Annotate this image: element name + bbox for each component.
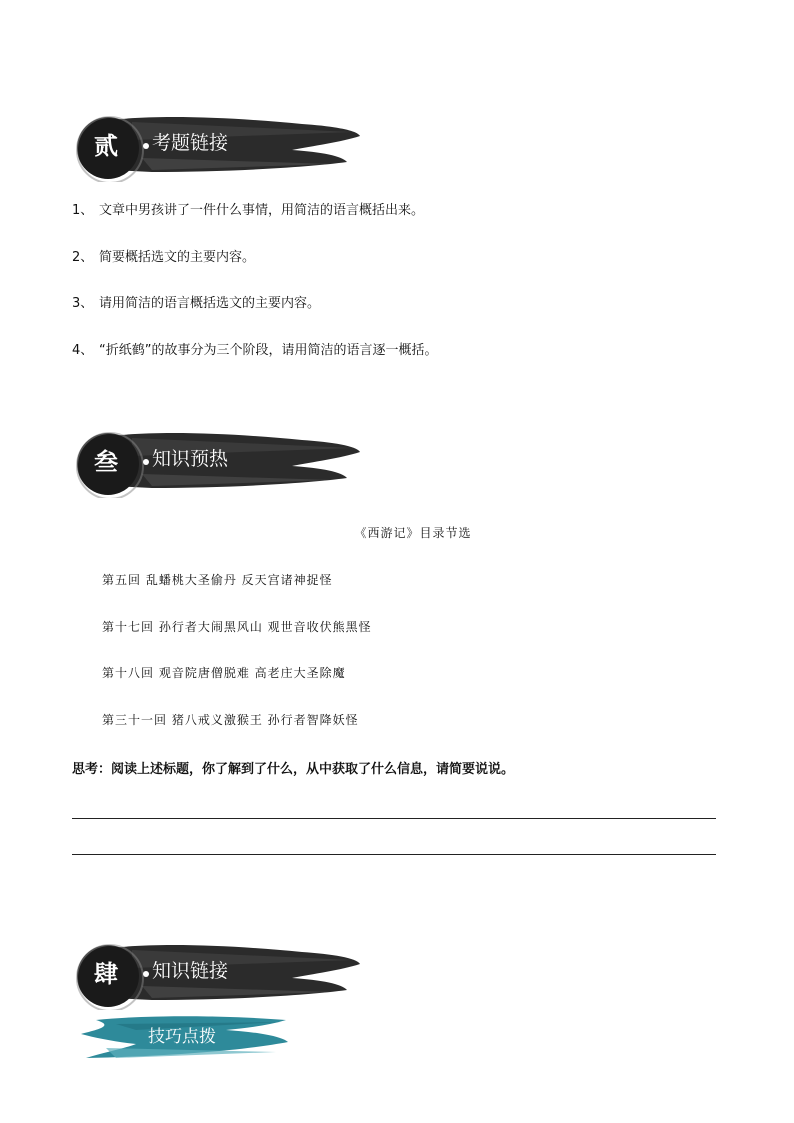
question-text: 文章中男孩讲了一件什么事情，用简洁的语言概括出来。 xyxy=(99,203,425,218)
answer-line[interactable] xyxy=(72,854,716,855)
section-banner-3 xyxy=(72,428,362,498)
section-number: 叁 xyxy=(94,447,118,476)
tip-banner xyxy=(76,1012,296,1062)
toc-title: 《西游记》目录节选 xyxy=(354,526,472,540)
toc-item: 第三十一回 猪八戒义激猴王 孙行者智降妖怪 xyxy=(102,713,359,727)
section-title: 知识链接 xyxy=(152,960,229,982)
toc-item: 第五回 乱蟠桃大圣偷丹 反天宫诸神捉怪 xyxy=(102,573,333,587)
think-prompt: 思考：阅读上述标题，你了解到了什么，从中获取了什么信息，请简要说说。 xyxy=(72,762,515,777)
toc-item: 第十八回 观音院唐僧脱难 高老庄大圣除魔 xyxy=(102,666,346,680)
toc-item: 第十七回 孙行者大闹黑风山 观世音收伏熊黑怪 xyxy=(102,620,372,634)
question-item xyxy=(72,292,320,311)
section-number: 肆 xyxy=(94,959,118,988)
question-text: “折纸鹤”的故事分为三个阶段，请用简洁的语言逐一概括。 xyxy=(99,343,438,358)
section-title: 知识预热 xyxy=(152,448,229,470)
section-banner-2 xyxy=(72,112,362,182)
question-number: 1、 xyxy=(72,203,94,218)
section-number: 贰 xyxy=(94,131,118,160)
question-item xyxy=(72,339,437,358)
question-number: 4、 xyxy=(72,343,94,358)
question-item xyxy=(72,246,255,265)
question-item xyxy=(72,199,424,218)
question-number: 3、 xyxy=(72,296,94,311)
section-banner-4 xyxy=(72,940,362,1010)
answer-line[interactable] xyxy=(72,818,716,819)
question-number: 2、 xyxy=(72,250,94,265)
question-text: 请用简洁的语言概括选文的主要内容。 xyxy=(99,296,321,311)
tip-label: 技巧点拨 xyxy=(148,1027,216,1047)
question-text: 简要概括选文的主要内容。 xyxy=(99,250,256,265)
section-title: 考题链接 xyxy=(152,132,229,154)
